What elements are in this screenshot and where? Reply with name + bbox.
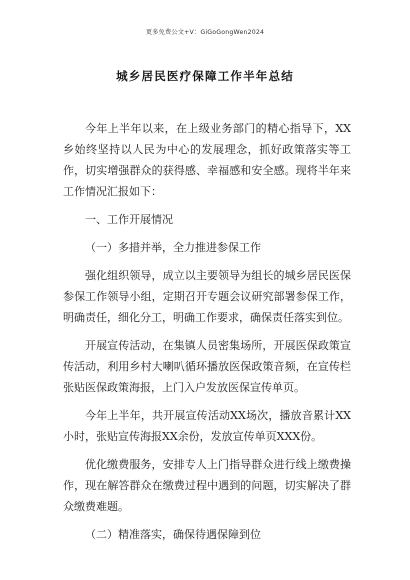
paragraph-leadership: 强化组织领导，成立以主要领导为组长的城乡居民医保参保工作领导小组，定期召开专题会议研究部署参保工作，明确责任，细化分工，明确工作要求，确保责任落实到位。 [63,269,351,324]
subsection-heading-1: （一）多措并举，全力推进参保工作 [85,241,261,254]
document-body [63,118,351,552]
paragraph-intro: 今年上半年以来，在上级业务部门的精心指导下，XX乡始终坚持以人民为中心的发展理念，抓好政策落实等工作，切实增强群众的获得感、幸福感和安全感。现将半年来工作情况汇报如下： [63,122,351,198]
document-title: 城乡居民医疗保障工作半年总结 [116,69,294,83]
subsection-heading-2: （二）精准落实，确保待遇保障到位 [85,528,261,541]
paragraph-publicity: 开展宣传活动，在集镇人员密集场所，开展医保政策宣传活动，利用乡村大喇叭循环播放医保政策音频，在宣传栏张贴医保政策海报，上门入户发放医保宣传单页。 [63,339,351,394]
header-note: 更多免费公文+V：GiGoGongWen2024 [145,29,265,36]
paragraph-payment-service: 优化缴费服务，安排专人上门指导群众进行线上缴费操作，现在解答群众在缴费过程中遇到的问题，切实解决了群众缴费难题。 [63,458,351,513]
section-heading-1: 一、工作开展情况 [85,213,173,226]
paragraph-statistics: 今年上半年，共开展宣传活动XX场次，播放音累计XX小时，张贴宣传海报XX余份，发放宣传单页XXX份。 [63,409,351,443]
